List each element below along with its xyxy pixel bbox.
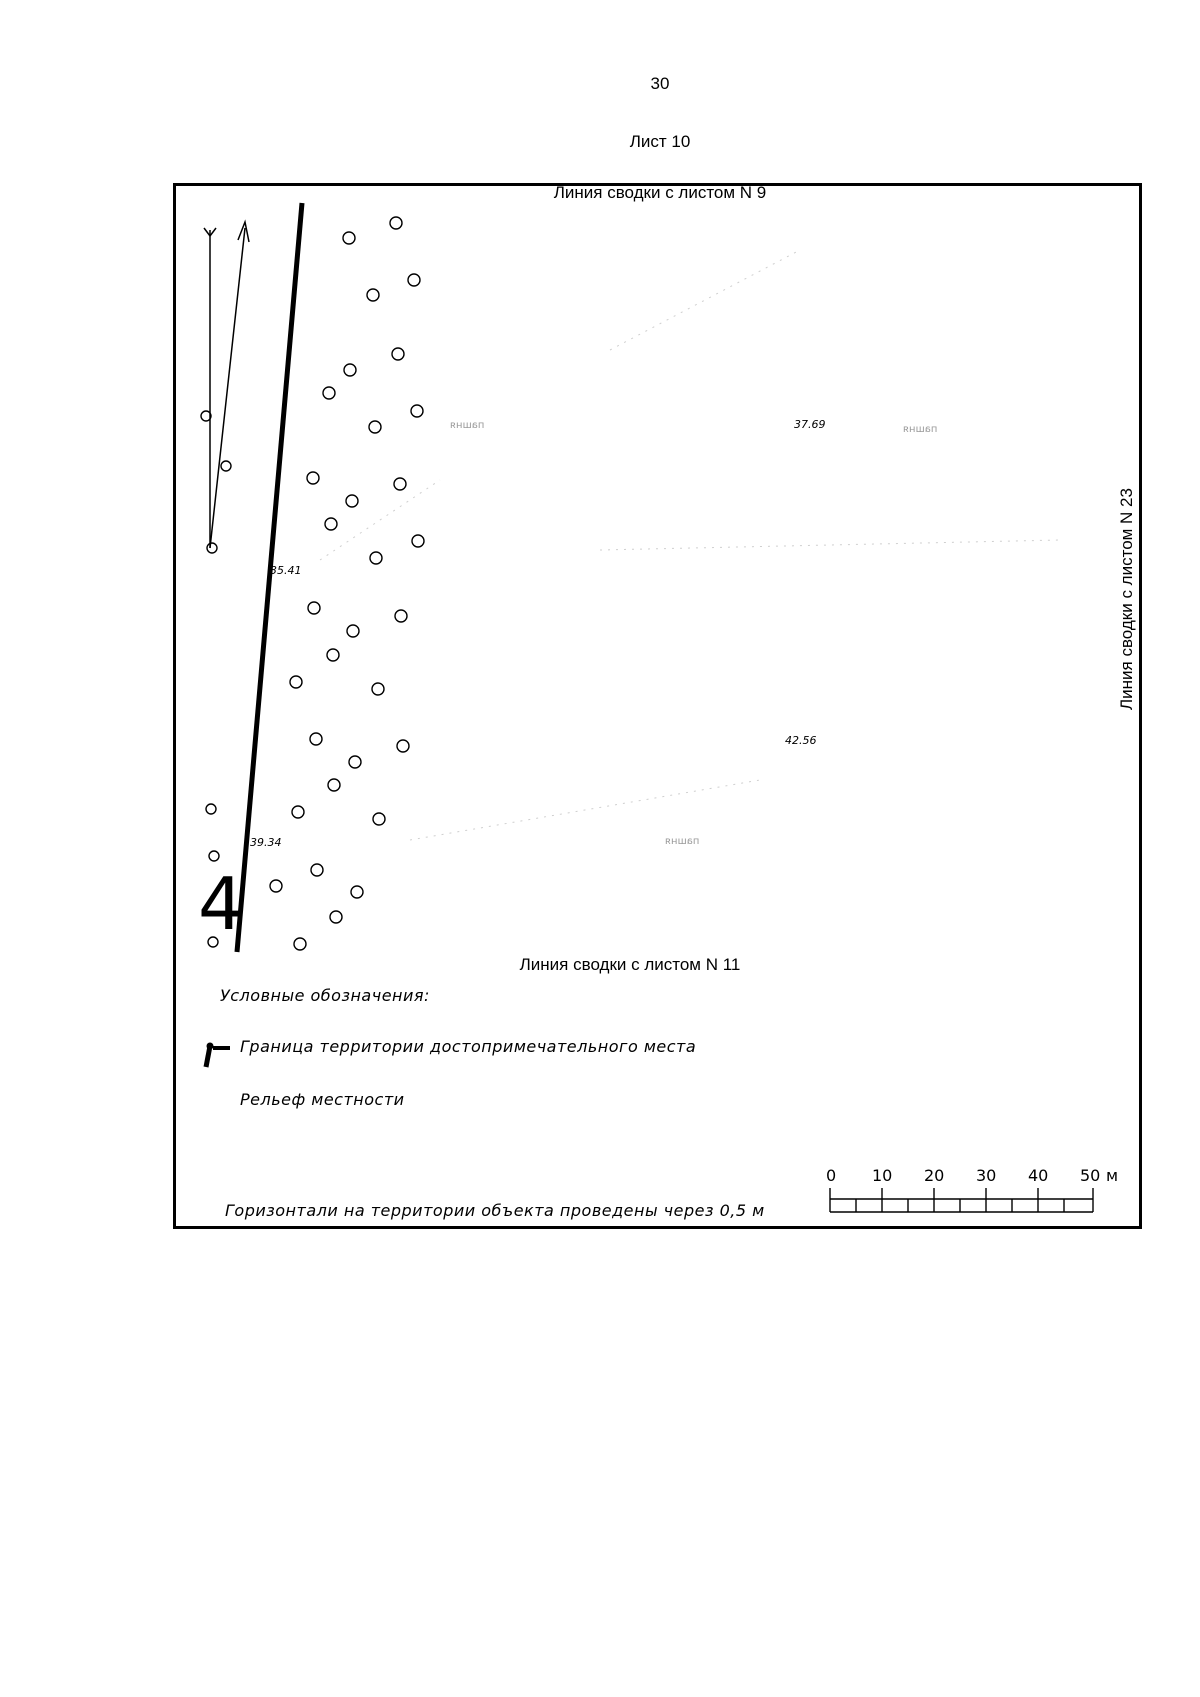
faint-contours (320, 250, 1060, 840)
elevation-label: 37.69 (794, 418, 826, 431)
edge-label-top: Линия сводки с листом N 9 (553, 183, 767, 202)
scale-tick-label: 40 (1028, 1166, 1049, 1185)
land-use-label: пашня (665, 836, 700, 847)
edge-label-right: Линия сводки с листом N 23 (1117, 488, 1136, 710)
elevation-label: 39.34 (250, 836, 282, 849)
legend-contours-note: Горизонтали на территории объекта проведены через 0,5 м (225, 1201, 765, 1220)
scale-bar (830, 1188, 1093, 1212)
scale-tick-label: 30 (976, 1166, 997, 1185)
land-use-label: пашня (903, 424, 938, 435)
page-number: 30 (650, 74, 670, 93)
sheet-title: Лист 10 (629, 132, 691, 151)
elevation-label: 42.56 (785, 734, 817, 747)
north-arrow-shaft (210, 228, 245, 548)
land-use-label: пашня (450, 420, 485, 431)
scale-unit: м (1106, 1166, 1119, 1185)
legend-relief-text: Рельеф местности (240, 1090, 405, 1109)
scale-tick-label: 50 (1080, 1166, 1101, 1185)
sheet-number: 4 (198, 862, 244, 946)
legend-title: Условные обозначения: (220, 986, 430, 1005)
boundary-legend-symbol (206, 1043, 230, 1067)
edge-label-bottom: Линия сводки с листом N 11 (519, 955, 741, 974)
scale-tick-label: 0 (826, 1166, 837, 1185)
scale-tick-label: 20 (924, 1166, 945, 1185)
legend-boundary-text: Граница территории достопримечательного места (240, 1037, 697, 1056)
elevation-label: 35.41 (270, 564, 302, 577)
scale-tick-label: 10 (872, 1166, 893, 1185)
